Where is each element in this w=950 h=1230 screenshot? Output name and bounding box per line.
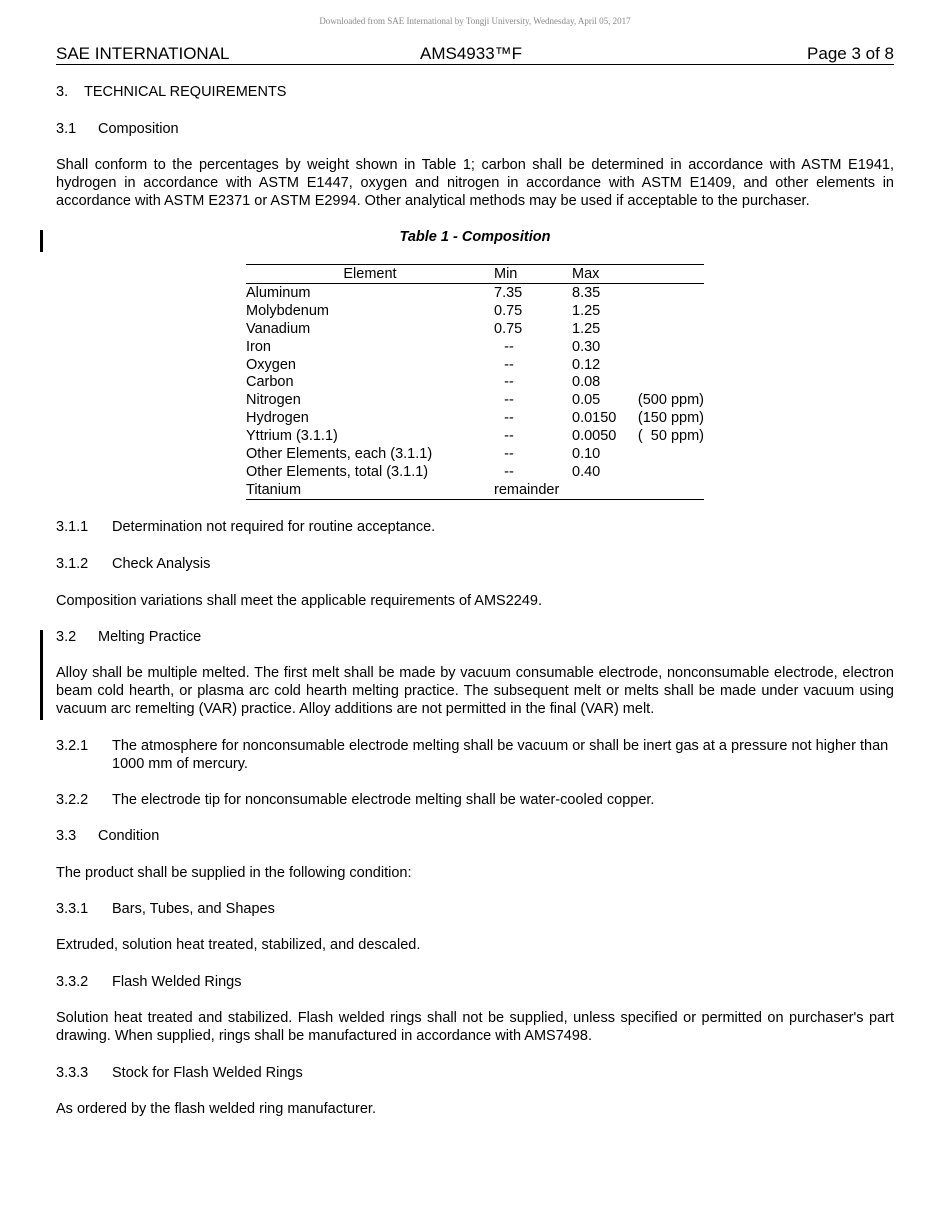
section-3-2-title: Melting Practice [98,629,202,645]
section-3-3-2-body: Solution heat treated and stabilized. Flash welded rings shall not be supplied, unless specified or permitted on purchaser's part drawing. When supplied, rings shall be manufactured in accordance with AMS7498. [56,1010,894,1044]
section-3-3-1-number: 3.3.1 [56,901,89,917]
section-3-title: TECHNICAL REQUIREMENTS [84,84,287,100]
table-1-caption: Table 1 - Composition [399,229,551,245]
cell-min: -- [504,428,514,445]
cell-max: 0.40 [572,463,601,480]
section-3-1-number: 3.1 [56,121,77,137]
cell-min: -- [504,463,514,480]
section-3-3-number: 3.3 [56,828,77,844]
table-row [246,356,704,374]
table-row [246,338,704,356]
cell-max: 0.08 [572,374,601,391]
cell-min: -- [504,410,514,427]
section-3-2-2-body: The electrode tip for nonconsumable electrode melting shall be water-cooled copper. [112,792,655,808]
cell-min: -- [504,338,514,355]
section-3-3-2-title: Flash Welded Rings [112,974,242,990]
table-row [246,427,704,445]
revision-change-bar [40,630,43,720]
cell-min: remainder [494,481,560,498]
cell-element: Other Elements, total (3.1.1) [246,463,429,480]
cell-element: Other Elements, each (3.1.1) [246,446,433,463]
section-3-3-title: Condition [98,828,160,844]
cell-min: -- [504,392,514,409]
section-3-2-body: Alloy shall be multiple melted. The first melt shall be made by vacuum consumable electrode, nonconsumable electrode, electron beam cold hearth, or plasma arc cold hearth melting practice. The subsequent melt or melts shall be made under vacuum using vacuum arc remelting (VAR) practice. Alloy additions are not permitted in the final (VAR) melt. [56,665,894,717]
section-3-1-2-body: Composition variations shall meet the applicable requirements of AMS2249. [56,593,543,609]
section-3-3-3-body: As ordered by the flash welded ring manufacturer. [56,1101,376,1117]
cell-min: -- [504,446,514,463]
cell-min: -- [504,356,514,373]
cell-element: Iron [246,338,271,355]
cell-max: 0.10 [572,446,601,463]
cell-max: 0.30 [572,338,601,355]
cell-max: 0.0050 [572,428,617,445]
header-page-number: Page 3 of 8 [807,44,894,63]
header-doc-number: AMS4933™F [420,44,523,63]
table-row [246,391,704,409]
table-row [246,445,704,463]
table-row [246,320,704,338]
cell-element: Vanadium [246,320,311,337]
section-3-1-1-number: 3.1.1 [56,519,89,535]
section-3-2-2-number: 3.2.2 [56,792,89,808]
section-3-1-2-number: 3.1.2 [56,556,89,572]
cell-min: 0.75 [494,320,523,337]
cell-min: 7.35 [494,285,523,301]
cell-max: 0.0150 [572,410,617,427]
cell-element: Carbon [246,374,294,391]
cell-min: -- [504,374,514,391]
table-row [246,302,704,320]
cell-ppm-note: (500 ppm) [637,392,704,409]
cell-element: Nitrogen [246,392,301,409]
cell-max: 1.25 [572,320,601,337]
cell-element: Aluminum [246,285,311,301]
header-org: SAE INTERNATIONAL [56,44,230,63]
cell-element: Hydrogen [246,410,309,427]
section-3-3-2-number: 3.3.2 [56,974,89,990]
section-3-2-1-body: The atmosphere for nonconsumable electrode melting shall be vacuum or shall be inert gas at a pressure not higher than 1000 mm of mercury. [112,738,889,772]
cell-element: Molybdenum [246,302,330,319]
table-row [246,463,704,481]
section-3-number: 3. [56,84,69,100]
section-3-3-1-title: Bars, Tubes, and Shapes [112,901,275,917]
table-row [246,373,704,391]
page-header [56,44,894,65]
cell-element: Yttrium (3.1.1) [246,428,338,445]
table-row [246,284,704,302]
header-min: Min [494,266,518,282]
cell-ppm-note: ( 50 ppm) [637,428,704,445]
table-header-row [246,265,704,284]
section-3-3-3-title: Stock for Flash Welded Rings [112,1065,303,1081]
cell-ppm-note: (150 ppm) [637,410,704,427]
section-3-2-1-number: 3.2.1 [56,738,89,754]
table-row [246,481,704,499]
section-3-3-1-body: Extruded, solution heat treated, stabilized, and descaled. [56,937,421,953]
cell-min: 0.75 [494,302,523,319]
cell-max: 8.35 [572,285,601,301]
cell-max: 0.05 [572,392,601,409]
cell-element: Oxygen [246,356,296,373]
cell-max: 0.12 [572,356,601,373]
section-3-3-3-number: 3.3.3 [56,1065,89,1081]
header-element: Element [343,266,397,282]
section-3-1-body: Shall conform to the percentages by weight shown in Table 1; carbon shall be determined in accordance with ASTM E1941, hydrogen in accordance with ASTM E1447, oxygen and nitrogen in accordance with ASTM E1409, and other elements in accordance with ASTM E2371 or ASTM E2994. Other analytical methods may be used if acceptable to the purchaser. [56,157,894,209]
table-row [246,409,704,427]
cell-element: Titanium [246,481,302,498]
section-3-2-number: 3.2 [56,629,77,645]
cell-max: 1.25 [572,302,601,319]
section-3-1-2-title: Check Analysis [112,556,211,572]
composition-table [246,264,704,500]
section-3-1-1-title: Determination not required for routine acceptance. [112,519,436,535]
download-watermark: Downloaded from SAE International by Tongji University, Wednesday, April 05, 2017 [319,16,631,26]
section-3-1-title: Composition [98,121,179,137]
header-max: Max [572,266,600,282]
section-3-3-body: The product shall be supplied in the following condition: [56,865,412,881]
